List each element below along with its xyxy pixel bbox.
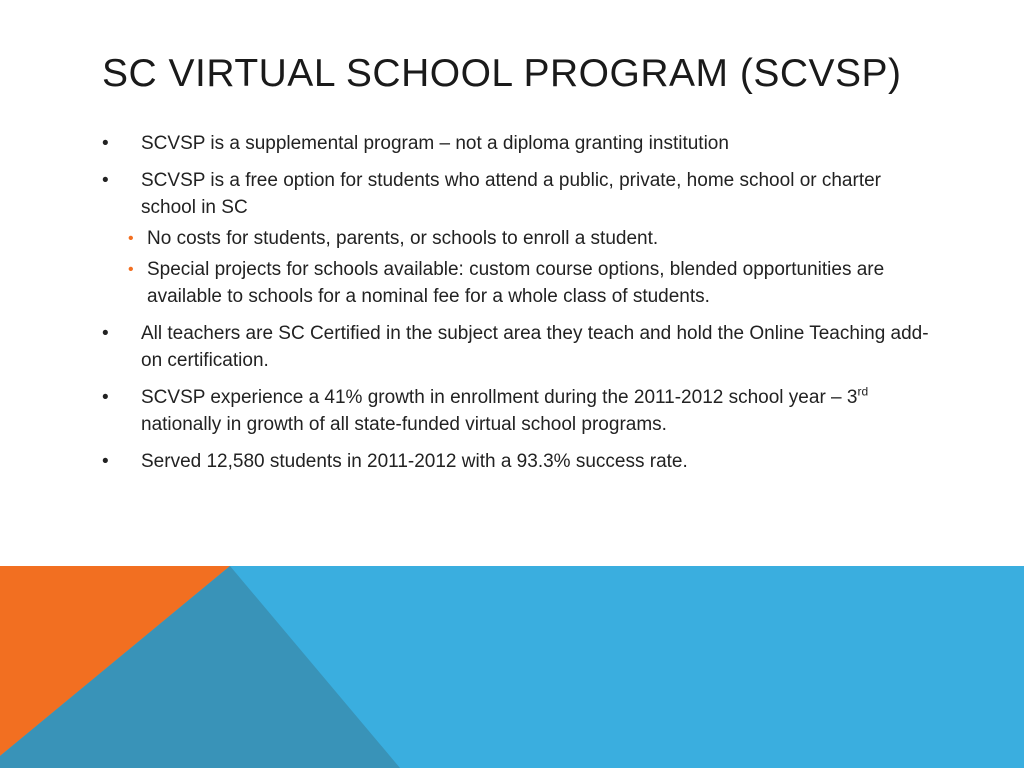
sub-bullet-text: No costs for students, parents, or schools to enroll a student. — [147, 228, 659, 249]
bullet-item — [102, 320, 932, 374]
decorative-band — [0, 566, 1024, 768]
bullet-marker: • — [102, 133, 109, 154]
bullet-marker: • — [102, 323, 109, 344]
bullet-text: All teachers are SC Certified in the subject area they teach and hold the Online Teaching add-on certification. — [141, 323, 929, 371]
sub-bullet-marker: • — [128, 230, 134, 247]
sub-bullet-item — [128, 256, 932, 310]
bullet-marker: • — [102, 451, 109, 472]
bullet-text-after: nationally in growth of all state-funded virtual school programs. — [141, 414, 667, 435]
bullet-marker: • — [102, 387, 109, 408]
ordinal-superscript: rd — [857, 384, 869, 399]
slide-title: SC VIRTUAL SCHOOL PROGRAM (SCVSP) — [102, 52, 902, 95]
bullet-list — [102, 130, 932, 485]
sub-bullet-text: Special projects for schools available: custom course options, blended opportunities are available to schools for a nominal fee for a whole class of students. — [147, 259, 885, 307]
bullet-marker: • — [102, 170, 109, 191]
bullet-item — [102, 448, 932, 475]
bullet-text — [141, 384, 869, 435]
bullet-item — [102, 167, 932, 310]
sub-bullet-marker: • — [128, 261, 134, 278]
sub-bullet-list — [128, 225, 932, 310]
bullet-item — [102, 130, 932, 157]
bullet-item — [102, 384, 932, 438]
bullet-text: SCVSP is a free option for students who attend a public, private, home school or charter school in SC — [141, 170, 881, 218]
bullet-text: Served 12,580 students in 2011-2012 with a 93.3% success rate. — [141, 451, 688, 472]
sub-bullet-item — [128, 225, 932, 252]
bullet-text-before: SCVSP experience a 41% growth in enrollment during the 2011-2012 school year – 3 — [141, 387, 858, 408]
bullet-text: SCVSP is a supplemental program – not a diploma granting institution — [141, 133, 729, 154]
